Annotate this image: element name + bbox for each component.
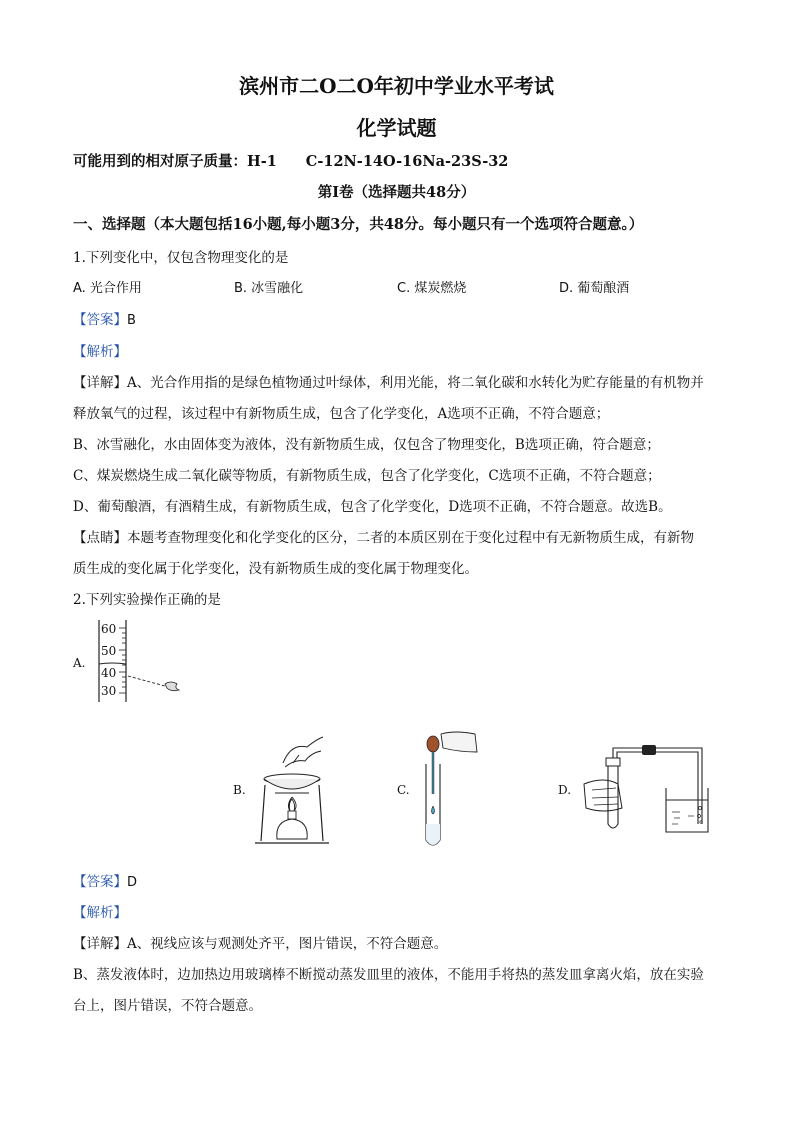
q2-label-c: C.: [397, 783, 410, 797]
q2-stem: 2.下列实验操作正确的是: [73, 592, 221, 608]
q1-answer: [73, 308, 136, 328]
dropper-test-tube-figure: [415, 728, 480, 850]
answer-tag: 【答案】: [73, 874, 127, 890]
q1-option-b: B. 冰雪融化: [234, 281, 304, 296]
flame-icon: [288, 797, 296, 811]
q1-option-a: A. 光合作用: [73, 281, 142, 296]
q1-detail-line: D、葡萄酿酒，有酒精生成，有新物质生成，包含了化学变化，D选项不正确，不符合题意。故选B。: [73, 499, 672, 515]
cylinder-tick: 50: [101, 644, 117, 658]
q2-answer-value: D: [127, 875, 138, 890]
eye-icon: [165, 682, 179, 691]
cylinder-tick: 30: [101, 684, 117, 698]
section-heading: 一、选择题（本大题包括16小题,每小题3分，共48分。每小题只有一个选项符合题意。）: [73, 216, 644, 233]
q2-detail-line: B、蒸发液体时，边加热边用玻璃棒不断搅动蒸发皿里的液体，不能用手将热的蒸发皿拿离火焰，放在实验: [73, 967, 704, 983]
airtightness-check-figure: [582, 742, 712, 837]
q2-label-b: B.: [233, 783, 246, 797]
q1-analysis-tag: 【解析】: [73, 344, 127, 360]
q2-detail-line: 【详解】A、视线应该与观测处齐平，图片错误，不符合题意。: [73, 936, 448, 952]
q1-stem: 1.下列变化中，仅包含物理变化的是: [73, 250, 289, 266]
q1-detail-line: B、冰雪融化，水由固体变为液体，没有新物质生成，仅包含了物理变化，B选项正确，符合题意；: [73, 437, 660, 453]
q2-analysis-tag: 【解析】: [73, 905, 127, 921]
exam-title: 滨州市二O二O年初中学业水平考试: [239, 74, 554, 98]
cylinder-tick: 60: [101, 622, 117, 636]
hand-icon: [584, 780, 622, 811]
volume-heading: 第I卷（选择题共48分）: [317, 184, 476, 201]
cylinder-tick: 40: [101, 666, 117, 680]
atomic-masses: 可能用到的相对原子质量：H-1 C-12N-14O-16Na-23S-32: [73, 153, 509, 170]
q1-comment-line: 质生成的变化属于化学变化，没有新物质生成的变化属于物理变化。: [73, 561, 478, 577]
answer-tag: 【答案】: [73, 312, 127, 328]
hand-icon: [283, 737, 323, 763]
alcohol-lamp: [277, 819, 307, 839]
q1-option-d: D. 葡萄酿酒: [559, 281, 630, 296]
hand-icon: [441, 732, 477, 752]
evaporating-dish-figure: [255, 733, 330, 848]
q2-detail-line: 台上，图片错误，不符合题意。: [73, 998, 262, 1014]
q1-detail-line: 释放氧气的过程，该过程中有新物质生成，包含了化学变化，A选项不正确，不符合题意；: [73, 406, 610, 422]
dropper-bulb: [427, 736, 439, 752]
q2-label-a: A.: [73, 656, 86, 670]
q1-option-c: C. 煤炭燃烧: [397, 281, 467, 296]
q1-answer-value: B: [127, 313, 136, 328]
q1-detail-line: C、煤炭燃烧生成二氧化碳等物质，有新物质生成，包含了化学变化，C选项不正确，不符合题意；: [73, 468, 661, 484]
q1-detail-line: 【详解】A、光合作用指的是绿色植物通过叶绿体，利用光能，将二氧化碳和水转化为贮存能量的有机物并: [73, 375, 704, 391]
exam-subtitle: 化学试题: [356, 116, 437, 140]
q1-comment-line: 【点睛】本题考查物理变化和化学变化的区分，二者的本质区别在于变化过程中有无新物质生成，有新物: [73, 530, 694, 546]
q2-label-d: D.: [558, 783, 572, 797]
q2-answer: [73, 870, 137, 890]
